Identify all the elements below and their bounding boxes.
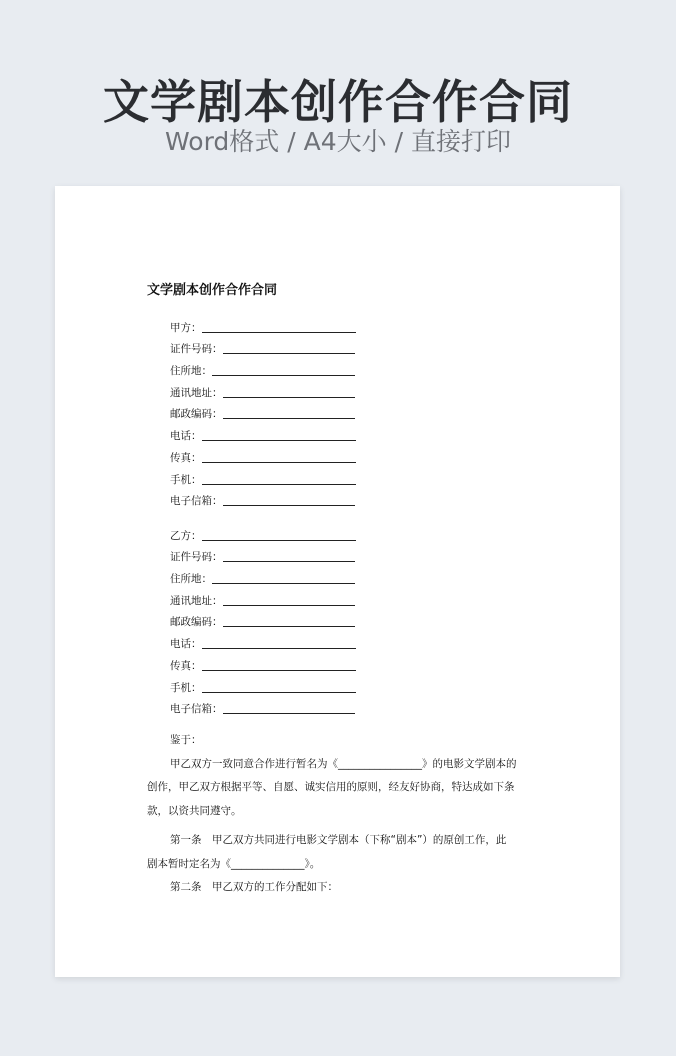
field-label: 通讯地址： <box>170 594 223 607</box>
paragraph-line: 甲乙双方一致同意合作进行暂名为《________________》的电影文学剧本的 <box>170 757 517 770</box>
field-row <box>170 564 356 586</box>
field-row <box>170 465 356 487</box>
field-label: 电子信箱： <box>170 495 223 508</box>
paragraph-line: 款，以资共同遵守。 <box>147 804 242 817</box>
field-row <box>170 695 356 717</box>
field-blank <box>223 561 355 562</box>
field-blank <box>202 332 356 333</box>
article-1-line: 第一条 甲乙双方共同进行电影文学剧本（下称“剧本”）的原创工作，此 <box>170 834 507 846</box>
field-row <box>170 378 356 400</box>
field-label: 传真： <box>170 659 202 672</box>
field-blank <box>223 713 355 714</box>
field-blank <box>202 670 356 671</box>
field-label: 电话： <box>170 430 202 443</box>
field-label: 电子信箱： <box>170 703 223 716</box>
party-a-fields <box>170 313 356 508</box>
field-blank <box>202 692 356 693</box>
field-label: 甲方： <box>170 321 202 334</box>
field-row <box>170 443 356 465</box>
field-row <box>170 487 356 509</box>
field-label: 通讯地址： <box>170 386 223 399</box>
field-row <box>170 421 356 443</box>
field-label: 邮政编码： <box>170 616 223 629</box>
banner-subtitle: Word格式 / A4大小 / 直接打印 <box>165 127 511 156</box>
field-row <box>170 313 356 335</box>
field-label: 电话： <box>170 638 202 651</box>
field-row <box>170 335 356 357</box>
field-blank <box>202 440 356 441</box>
field-blank <box>223 353 355 354</box>
document-page <box>55 186 620 977</box>
field-row <box>170 521 356 543</box>
field-blank <box>202 484 356 485</box>
field-row <box>170 586 356 608</box>
field-blank <box>202 462 356 463</box>
article-1-line: 剧本暂时定名为《______________》。 <box>147 857 321 870</box>
banner-title: 文学剧本创作合作合同 <box>103 75 573 129</box>
field-label: 手机： <box>170 473 202 486</box>
field-label: 住所地： <box>170 365 212 378</box>
field-label: 手机： <box>170 681 202 694</box>
field-label: 证件号码： <box>170 551 223 564</box>
field-blank <box>223 605 355 606</box>
field-blank <box>212 375 355 376</box>
field-label: 邮政编码： <box>170 408 223 421</box>
field-blank <box>202 648 356 649</box>
party-b-fields <box>170 521 356 716</box>
field-blank <box>223 418 355 419</box>
paragraph-line: 创作，甲乙双方根据平等、自愿、诚实信用的原则，经友好协商，特达成如下条 <box>147 781 515 793</box>
articles-section <box>147 829 530 900</box>
field-blank <box>223 626 355 627</box>
field-row <box>170 608 356 630</box>
field-blank <box>223 505 355 506</box>
field-row <box>170 356 356 378</box>
field-row <box>170 673 356 695</box>
field-label: 传真： <box>170 451 202 464</box>
whereas-heading: 鉴于： <box>170 734 202 746</box>
field-row <box>170 651 356 673</box>
field-row <box>170 543 356 565</box>
field-blank <box>223 397 355 398</box>
document-title: 文学剧本创作合作合同 <box>147 283 278 298</box>
field-label: 乙方： <box>170 529 202 542</box>
field-row <box>170 629 356 651</box>
field-blank <box>202 540 356 541</box>
whereas-section <box>147 729 530 823</box>
field-blank <box>212 583 355 584</box>
field-row <box>170 400 356 422</box>
field-label: 住所地： <box>170 573 212 586</box>
article-2: 第二条 甲乙双方的工作分配如下： <box>170 881 338 893</box>
field-label: 证件号码： <box>170 343 223 356</box>
